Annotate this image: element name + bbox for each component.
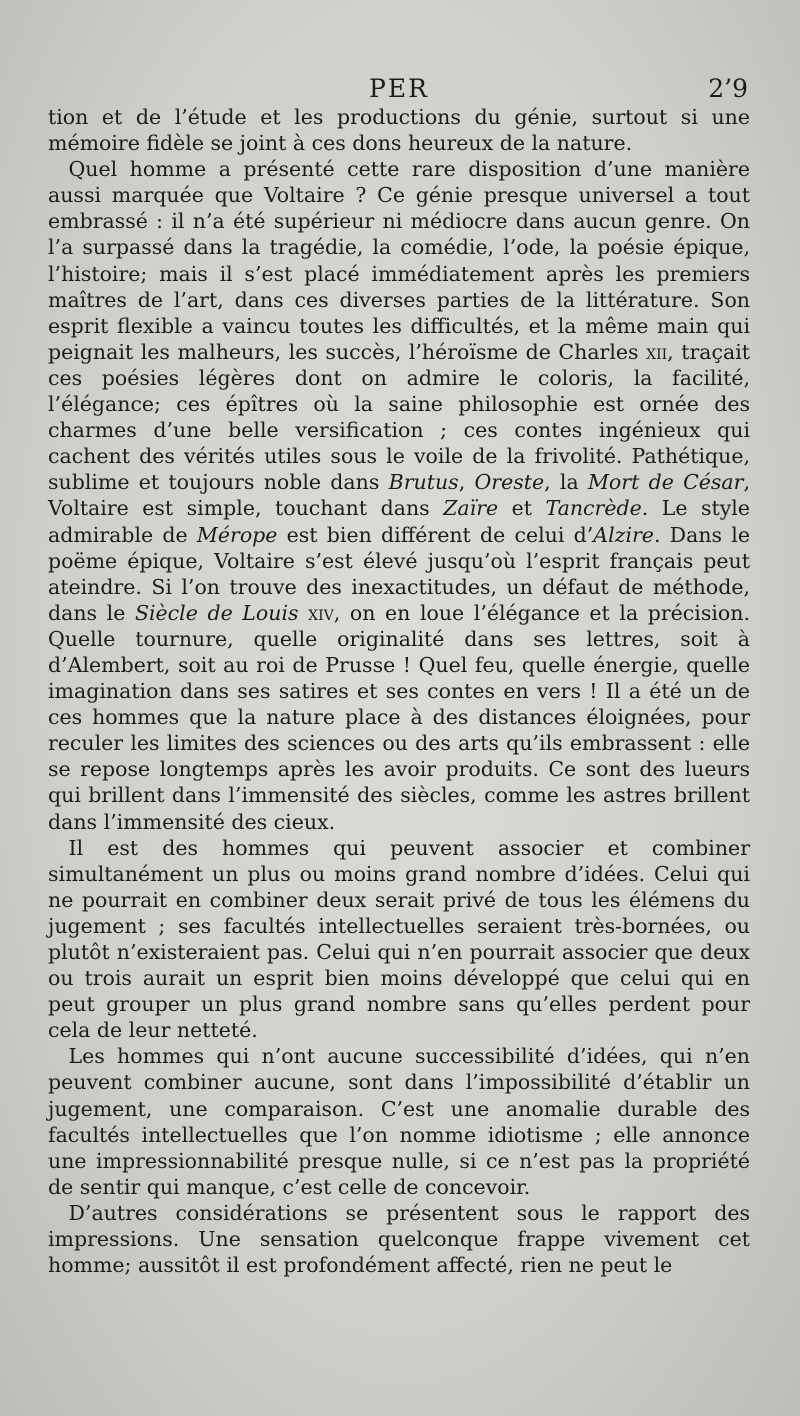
text-run: D’autres considérations se présentent sous le rapport des impressions. Une sensation quelconque frappe vivement cet homme; aussitôt il est profondément affecté, rien ne peut le (48, 1200, 750, 1278)
italic-title: Tancrède (545, 496, 642, 521)
roman-numeral: xiv (308, 600, 334, 625)
text-run: est bien différent de celui d’ (277, 522, 594, 547)
italic-title: Zaïre (443, 496, 499, 521)
paragraph (48, 835, 750, 1044)
running-head: PER (369, 74, 429, 103)
italic-title: Mérope (196, 522, 278, 547)
text-run (299, 601, 309, 625)
text-run: et (498, 496, 546, 521)
text-run: . Le style admirable de (48, 496, 750, 547)
text-run: , on en loue l’élégance et la précision. Quelle tournure, quelle originalité dans ses lettres, soit à d’Alembert, soit au roi de Prusse ! Quel feu, quelle énergie, quelle imagination dans ses satires et ses contes en vers ! Il a été un de ces hommes que la nature place à des distances éloignées, pour reculer les limites des sciences ou des arts qu’ils embrassent : elle se repose longtemps après les avoir produits. Ce sont des lueurs qui brillent dans l’immensité des siècles, comme les astres brillent dans l’immensité des cieux. (48, 600, 750, 834)
roman-numeral: xii (646, 339, 668, 364)
paragraph (48, 104, 750, 156)
italic-title: Brutus (388, 470, 459, 495)
body-text (48, 104, 750, 1278)
text-run: Il est des hommes qui peuvent associer et combiner simultanément un plus ou moins grand nombre d’idées. Celui qui ne pourrait en combiner deux serait privé de tous les élémens du jugement ; ses facultés intellectuelles seraient très-bornées, ou plutôt n’existeraient pas. Celui qui n’en pourrait associer que deux ou trois aurait un esprit bien moins développé que celui qui en peut grouper un plus grand nombre sans qu’elles perdent pour cela de leur netteté. (48, 835, 750, 1043)
paragraph (48, 156, 750, 834)
text-run: , traçait ces poésies légères dont on admire le coloris, la facilité, l’élégance; ces épîtres où la saine philosophie est ornée des charmes d’une belle versification ; ces contes ingénieux qui cachent des vérités utiles sous le voile de la frivolité. Pathétique, sublime et toujours noble dans (48, 339, 750, 495)
page-number: 2’9 (708, 74, 748, 103)
italic-title: Oreste (474, 470, 545, 495)
text-run: Quel homme a présenté cette rare disposition d’une manière aussi marquée que Voltaire ? Ce génie presque universel a tout embrassé : il n’a été supérieur ni médiocre dans aucun genre. On l’a surpassé dans la tragédie, la comédie, l’ode, la poésie épique, l’histoire; mais il s’est placé immédiatement après les premiers maîtres de l’art, dans ces diverses parties de la littérature. Son esprit flexible a vaincu toutes les difficultés, et la même main qui peignait les malheurs, les succès, l’héroïsme de Charles (48, 157, 750, 364)
text-run: , Voltaire est simple, touchant dans (48, 470, 750, 521)
paragraph (48, 1043, 750, 1200)
italic-title: Siècle de Louis (134, 600, 299, 625)
text-run: Les hommes qui n’ont aucune successibilité d’idées, qui n’en peuvent combiner aucune, sont dans l’impossibilité d’établir un jugement, une comparaison. C’est une anomalie durable des facultés intellectuelles que l’on nomme idiotisme ; elle annonce une impressionnabilité presque nulle, si ce n’est pas la propriété de sentir qui manque, c’est celle de concevoir. (48, 1044, 750, 1199)
text-run: , la (544, 470, 588, 495)
italic-title: Alzire (593, 522, 654, 547)
text-run: . Dans le poëme épique, Voltaire s’est élevé jusqu’où l’esprit français peut ateindre. Si l’on trouve des inexactitudes, un défaut de méthode, dans le (48, 522, 750, 625)
paragraph (48, 1200, 750, 1278)
text-run: tion et de l’étude et les productions du génie, surtout si une mémoire fidèle se joint à ces dons heureux de la nature. (48, 105, 750, 156)
text-run: , (458, 470, 475, 495)
page-header (48, 70, 750, 106)
italic-title: Mort de César (587, 470, 744, 495)
